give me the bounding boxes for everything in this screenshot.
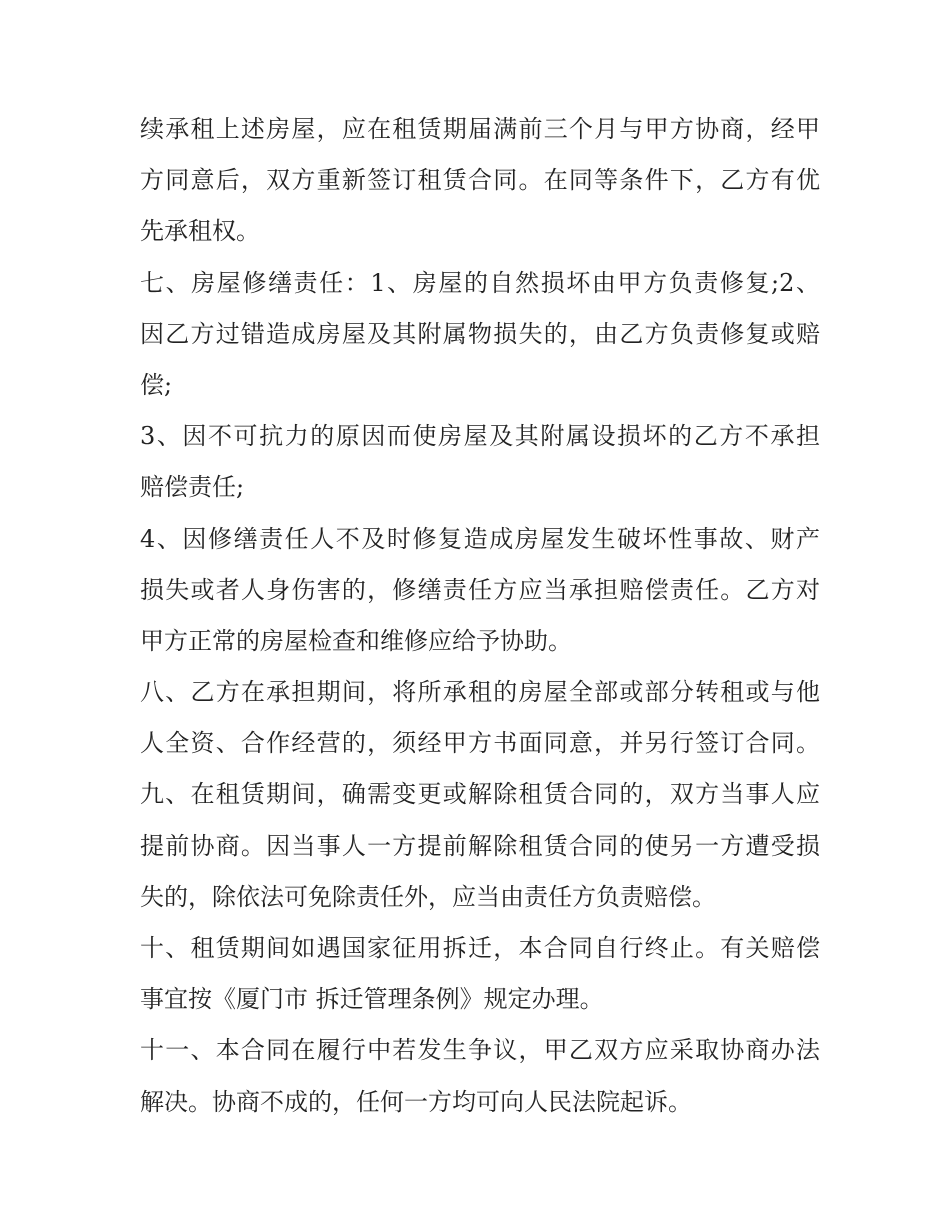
text-line: 续承租上述房屋，应在租赁期届满前三个月与甲方协商，经甲 <box>140 115 820 143</box>
text-line: 事宜按《厦门市 拆迁管理条例》规定办理。 <box>140 985 604 1014</box>
text-line: 七、房屋修缮责任：1、房屋的自然损坏由甲方负责修复;2、 <box>140 268 820 297</box>
text-line: 先承租权。 <box>140 217 260 246</box>
text-line: 因乙方过错造成房屋及其附属物损失的，由乙方负责修复或赔 <box>140 319 820 348</box>
text-line: 解决。协商不成的，任何一方均可向人民法院起诉。 <box>140 1087 692 1116</box>
text-line: 九、在租赁期间，确需变更或解除租赁合同的，双方当事人应 <box>140 780 820 809</box>
text-line: 十、租赁期间如遇国家征用拆迁，本合同自行终止。有关赔偿 <box>140 934 820 962</box>
text-line: 失的，除依法可免除责任外，应当由责任方负责赔偿。 <box>140 882 716 911</box>
document-body <box>140 104 820 1128</box>
text-line: 人全资、合作经营的，须经甲方书面同意，并另行签订合同。 <box>140 729 820 758</box>
text-line: 甲方正常的房屋检查和维修应给予协助。 <box>140 626 572 655</box>
text-line: 4、因修缮责任人不及时修复造成房屋发生破坏性事故、财产 <box>140 524 820 553</box>
text-line: 方同意后，双方重新签订租赁合同。在同等条件下，乙方有优 <box>140 166 820 195</box>
text-line: 3、因不可抗力的原因而使房屋及其附属设损坏的乙方不承担 <box>140 422 820 451</box>
text-line: 偿; <box>140 370 173 399</box>
text-line: 赔偿责任; <box>140 473 245 502</box>
text-line: 损失或者人身伤害的，修缮责任方应当承担赔偿责任。乙方对 <box>140 575 820 604</box>
text-line: 十一、本合同在履行中若发生争议，甲乙双方应采取协商办法 <box>140 1036 820 1065</box>
text-line: 八、乙方在承担期间，将所承租的房屋全部或部分转租或与他 <box>140 678 820 707</box>
text-line: 提前协商。因当事人一方提前解除租赁合同的使另一方遭受损 <box>140 831 820 860</box>
